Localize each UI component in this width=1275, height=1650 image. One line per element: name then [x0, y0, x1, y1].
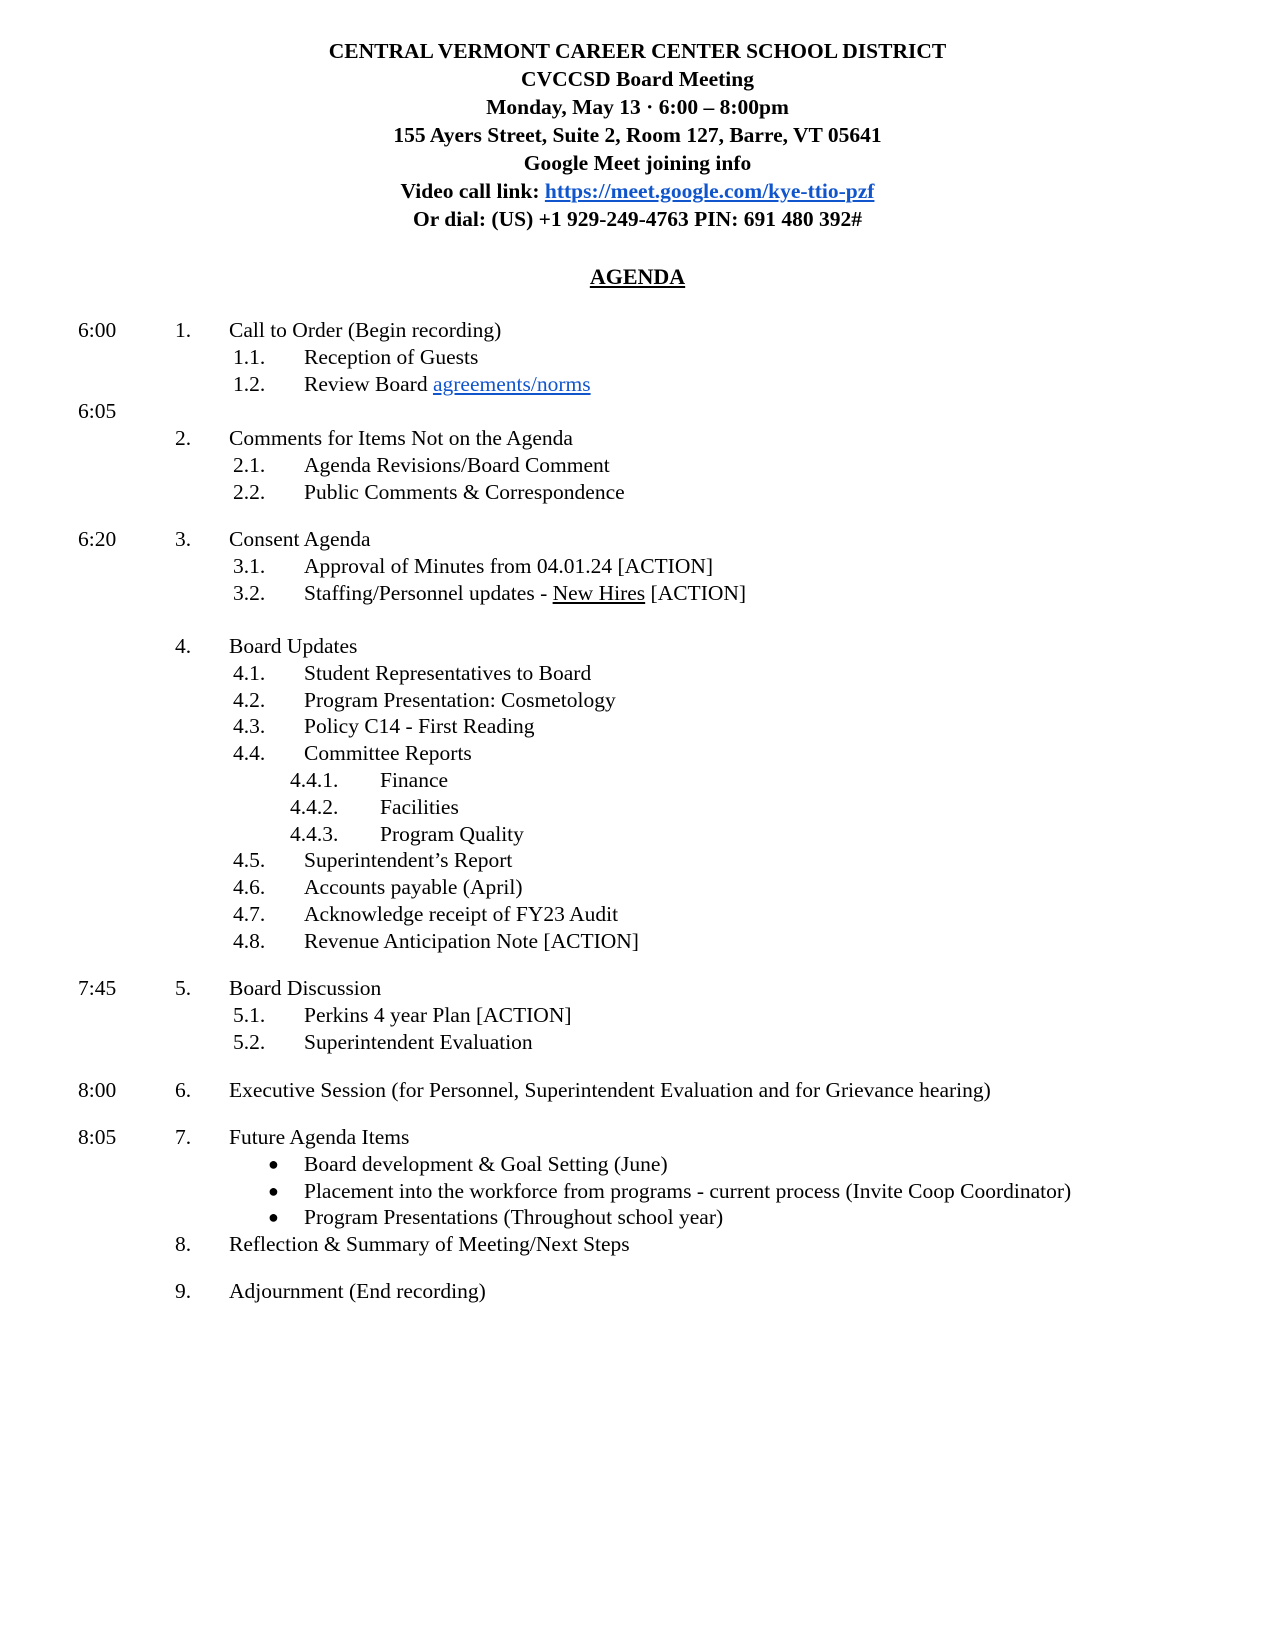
item-time: 7:45: [78, 976, 117, 1000]
item-number: 2.: [175, 426, 192, 450]
item-time: 8:05: [78, 1125, 117, 1149]
item-text: Placement into the workforce from programs - current process (Invite Coop Coordinator): [304, 1179, 1072, 1203]
item-text: Board Updates: [229, 634, 358, 658]
item-text: Staffing/Personnel updates -: [304, 581, 553, 605]
item-number: 3.2.: [233, 581, 266, 605]
item-text: Agenda Revisions/Board Comment: [304, 453, 610, 477]
item-text: Program Presentation: Cosmetology: [304, 688, 616, 712]
item-text: Committee Reports: [304, 741, 472, 765]
item-number: 4.8.: [233, 929, 266, 953]
item-text: Perkins 4 year Plan [ACTION]: [304, 1003, 572, 1027]
item-text-wrap: [304, 579, 746, 607]
item-number: 5.2.: [233, 1030, 266, 1054]
item-number: 4.4.1.: [290, 768, 339, 792]
item-text: Adjournment (End recording): [229, 1279, 486, 1303]
item-time: 8:00: [78, 1078, 117, 1102]
item-text: Future Agenda Items: [229, 1125, 410, 1149]
item-text: Student Representatives to Board: [304, 661, 592, 685]
item-text: Public Comments & Correspondence: [304, 480, 625, 504]
item-number: 4.4.3.: [290, 822, 339, 846]
item-text: Consent Agenda: [229, 527, 371, 551]
item-number: 1.: [175, 318, 192, 342]
item-text: Policy C14 - First Reading: [304, 714, 535, 738]
item-text: Program Presentations (Throughout school year): [304, 1205, 724, 1229]
video-call-line: [0, 177, 1275, 205]
new-hires-link[interactable]: New Hires: [552, 581, 646, 605]
item-number: 3.: [175, 527, 192, 551]
item-number: 1.1.: [233, 345, 266, 369]
dial-in-info: Or dial: (US) +1 929-249-4763 PIN: 691 480 392#: [412, 207, 862, 231]
item-number: 2.1.: [233, 453, 266, 477]
bullet-icon: ●: [268, 1207, 279, 1227]
item-text: Approval of Minutes from 04.01.24 [ACTION]: [304, 554, 714, 578]
item-number: 4.: [175, 634, 192, 658]
district-name: CENTRAL VERMONT CAREER CENTER SCHOOL DISTRICT: [328, 39, 947, 63]
item-number: 2.2.: [233, 480, 266, 504]
item-text: Executive Session (for Personnel, Superintendent Evaluation and for Grievance hearing): [229, 1078, 991, 1102]
meeting-address: 155 Ayers Street, Suite 2, Room 127, Barre, VT 05641: [393, 123, 882, 147]
item-number: 8.: [175, 1232, 192, 1256]
item-text: Superintendent’s Report: [304, 848, 513, 872]
video-call-link[interactable]: https://meet.google.com/kye-ttio-pzf: [544, 179, 875, 203]
item-text: Acknowledge receipt of FY23 Audit: [304, 902, 619, 926]
item-text: Call to Order (Begin recording): [229, 318, 502, 342]
item-text: Review Board: [304, 372, 433, 396]
document-header: [0, 37, 1275, 233]
item-text: Comments for Items Not on the Agenda: [229, 426, 573, 450]
bullet-icon: ●: [268, 1154, 279, 1174]
item-number: 4.2.: [233, 688, 266, 712]
agenda-title: AGENDA: [589, 264, 686, 289]
item-number: 4.7.: [233, 902, 266, 926]
item-time: 6:20: [78, 527, 117, 551]
item-number: 6.: [175, 1078, 192, 1102]
item-number: 4.5.: [233, 848, 266, 872]
item-number: 4.4.2.: [290, 795, 339, 819]
item-number: 4.1.: [233, 661, 266, 685]
item-time: 6:05: [78, 399, 117, 423]
item-text: Board development & Goal Setting (June): [304, 1152, 668, 1176]
item-number: 5.1.: [233, 1003, 266, 1027]
item-number: 3.1.: [233, 554, 266, 578]
item-text: Board Discussion: [229, 976, 382, 1000]
item-time: 6:00: [78, 318, 117, 342]
item-text: Superintendent Evaluation: [304, 1030, 533, 1054]
item-text: Accounts payable (April): [304, 875, 523, 899]
item-number: 9.: [175, 1279, 192, 1303]
item-text-wrap: [304, 370, 591, 398]
item-text: Reception of Guests: [304, 345, 479, 369]
item-text: Revenue Anticipation Note [ACTION]: [304, 929, 639, 953]
item-number: 1.2.: [233, 372, 266, 396]
meeting-datetime: Monday, May 13 · 6:00 – 8:00pm: [486, 95, 789, 119]
item-text: Reflection & Summary of Meeting/Next Steps: [229, 1232, 630, 1256]
item-suffix: [ACTION]: [645, 581, 747, 605]
meeting-title: CVCCSD Board Meeting: [521, 67, 754, 91]
item-text: Finance: [380, 768, 449, 792]
item-number: 7.: [175, 1125, 192, 1149]
item-number: 4.4.: [233, 741, 266, 765]
item-number: 5.: [175, 976, 192, 1000]
agreements-norms-link[interactable]: agreements/norms: [432, 372, 591, 396]
item-number: 4.6.: [233, 875, 266, 899]
item-text: Program Quality: [380, 822, 524, 846]
bullet-icon: ●: [268, 1181, 279, 1201]
item-text: Facilities: [380, 795, 459, 819]
item-number: 4.3.: [233, 714, 266, 738]
meet-info-label: Google Meet joining info: [523, 151, 752, 175]
video-call-label: Video call link:: [400, 179, 545, 203]
